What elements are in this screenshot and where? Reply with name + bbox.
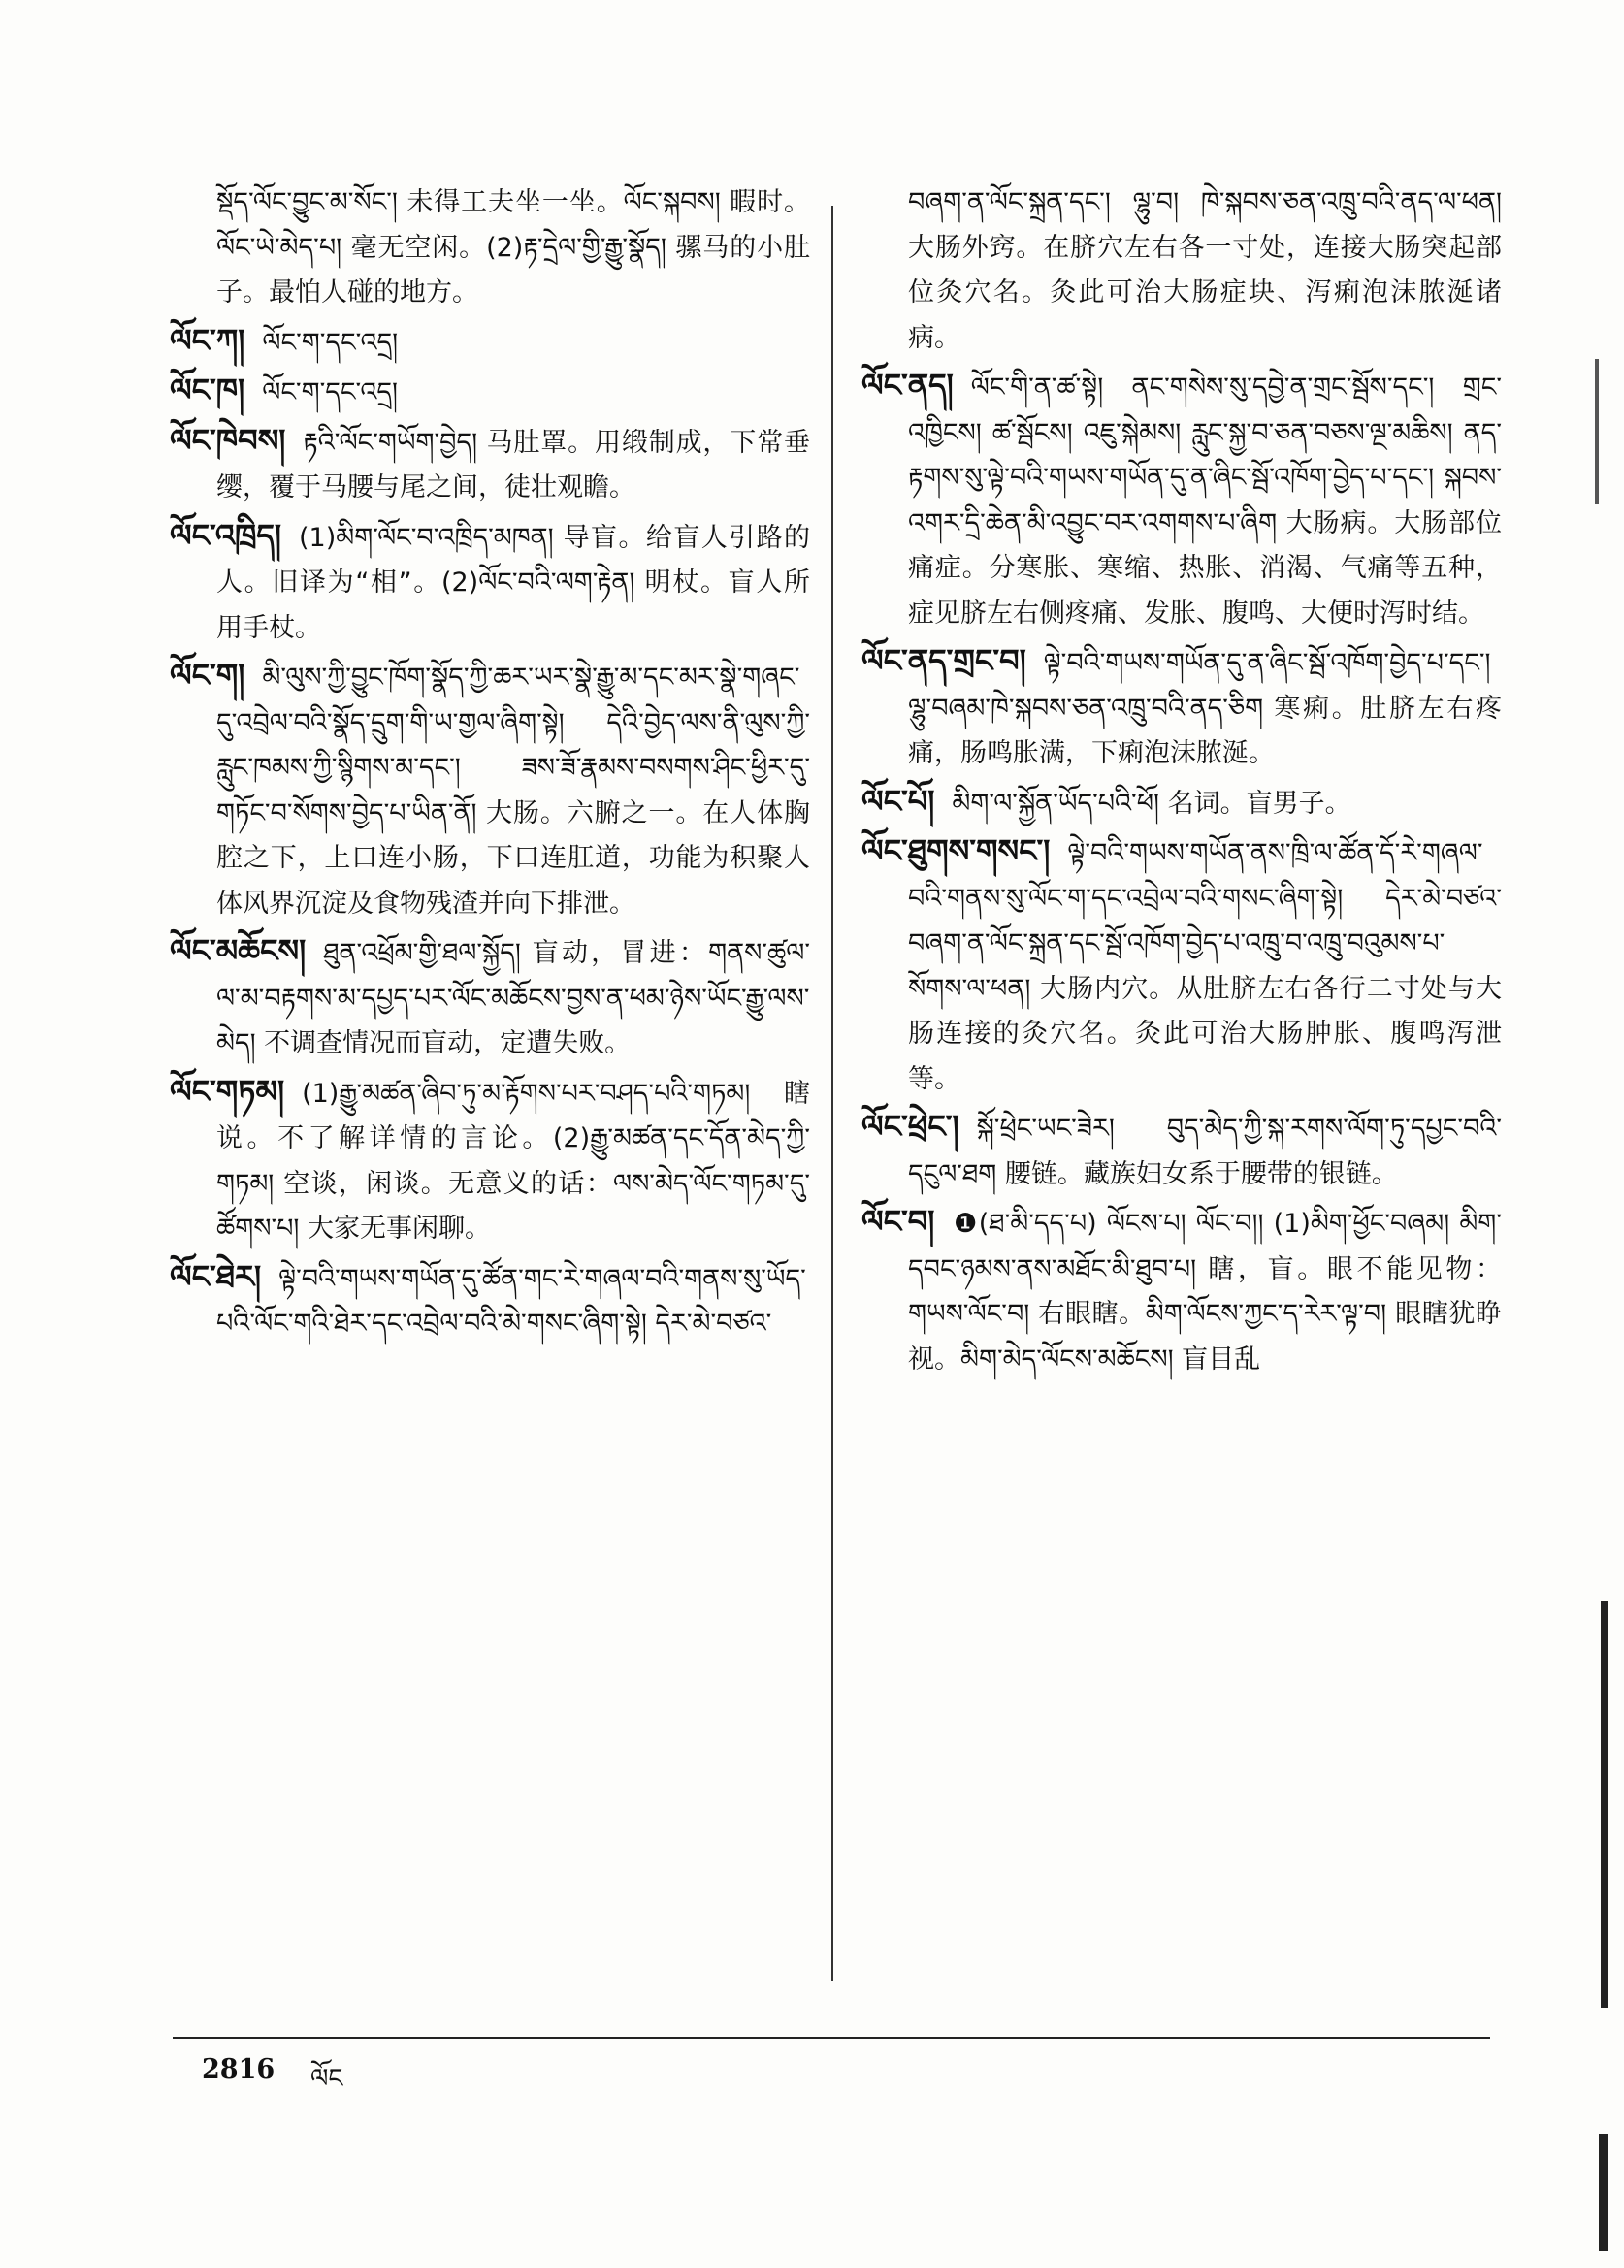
dictionary-entry [170,418,810,511]
entry-text: (1)མིག་ལོང་བ་འཁྲིད་མཁན། 导盲。给盲人引路的人。旧译为“相”。(2)ལོང་བའི་ལག་རྟེན། 明杖。盲人所用手杖。 [216,522,810,643]
entry-headword: ལོང་འཁྲིད། [170,516,282,554]
right-column [861,180,1502,1384]
entry-text: ལྟེ་བའི་གཡས་གཡོན་དུ་ན་ཞིང་སྦོ་འཁོག་བྱེད་པ་དང་། ལྷུ་བཞམ་ཁེ་སྐབས་ཅན་འཁྲུ་བའི་ནད་ཅིག 寒痢。肚脐左右疼痛，肠鸣胀满，下痢泡沫脓涎。 [908,648,1502,768]
left-column [170,180,810,1349]
dictionary-entry [170,1254,810,1347]
entry-headword: ལོང་གཏམ། [170,1072,285,1110]
entry-text: ཐུན་འཕྲོམ་གྱི་ཐལ་སྐྱོད། 盲动，冒进：གནས་ཚུལ་ལ་མ་བརྟགས་མ་དཔྱད་པར་ལོང་མཆོངས་བྱས་ན་ཕམ་ཉེས་ཡོང་རྒྱུ་ལས་མེད། 不调查情况而盲动，定遭失败。 [216,938,810,1058]
entry-text: ལོང་ག་དང་འདྲ། [262,327,399,358]
dictionary-entry [861,638,1502,777]
entry-text: ལོང་གི་ན་ཚ་སྟེ། ནང་གསེས་སུ་དབྱེ་ན་གྲང་སྦོས་དང་། གྲང་འཁྱིངས། ཚ་སྦོངས། འཇུ་སྐེམས། རླུང་སྐྱ་བ་ཅན་བཅས་ལྔ་མཆིས། ནད་རྟགས་སུ་ལྟེ་བའི་གཡས་གཡོན་དུ་ན་ཞིང་སྦོ་འཁོག་བྱེད་པ་དང་། སྐབས་འགར་དྲི་ཆེན་མི་འབྱུང་བར་འགགས་པ་ཞིག 大肠病。大肠部位痛症。分寒胀、寒缩、热胀、消渴、气痛等五种，症见脐左右侧疼痛、发胀、腹鸣、大便时泻时结。 [908,373,1502,629]
page-number: 2816 [202,2055,276,2085]
entry-headword: ལོང་ཁེབས། [170,421,286,459]
dictionary-entry [861,828,1502,1102]
scan-edge-mark [1599,2134,1608,2251]
entry-text: ❶(ཐ་མི་དད་པ) ལོངས་པ། ལོང་བ།། (1)མིག་ཕྱོང་བཞམ། མིག་དབང་ཉམས་ནས་མཐོང་མི་ཐུབ་པ། 瞎，盲。眼不能见物：གཡས་ལོང་བ། 右眼瞎。མིག་ལོངས་ཀྱང་ད་རེར་ལྟ་བ། 眼瞎犹睁视。མིག་མེད་ལོངས་མཆོངས། 盲目乱 [908,1209,1502,1375]
entry-headword: ལོང་པོ། [861,782,935,820]
footer-rule [173,2037,1490,2039]
entry-text: ལྟེ་བའི་གཡས་གཡོན་ནས་ཁྲི་ལ་ཚོན་དོ་རེ་གཞལ་བའི་གནས་སུ་ལོང་ག་དང་འབྲེལ་བའི་གསང་ཞིག་སྟེ། དེར་མེ་བཙའ་བཞག་ན་ལོང་སྐྲན་དང་སྦོ་འཁོག་བྱེད་པ་འཁྲུ་བ་འཁྲུ་བའུམས་པ་སོགས་ལ་ཕན། 大肠内穴。从肚脐左右各行二寸处与大肠连接的灸穴名。灸此可治大肠肿胀、腹鸣泻泄等。 [908,838,1502,1094]
dictionary-entry [170,368,810,416]
entry-headword: ལོང་ཐེར། [170,1257,262,1295]
entry-continuation-left [170,180,810,316]
entry-text: སྡོད་ལོང་བྱུང་མ་སོང་། 未得工夫坐一坐。ལོང་སྐབས། 暇时。ལོང་ཡེ་མེད་པ། 毫无空闲。(2)རྟ་དྲེལ་གྱི་རྒྱུ་སྣོད། 骡马的小肚子。最怕人碰的地方。 [216,187,810,308]
entry-text: སྐོ་ཕྲེང་ཡང་ཟེར། བུད་མེད་ཀྱི་སྐ་རགས་ལོག་ཏུ་དཔྱང་བའི་དངུལ་ཐག 腰链。藏族妇女系于腰带的银链。 [908,1114,1502,1189]
entry-headword: ལོང་ཐུགས་གསང་། [861,832,1051,869]
entry-headword: ལོང་བ། [861,1203,935,1240]
entry-headword: ལོང་ཁ། [170,372,245,408]
dictionary-entry [170,318,810,367]
entry-headword: ལོང་ཀ། [170,321,245,359]
dictionary-entry [170,513,810,652]
entry-headword: ལོང་ཕྲེང་། [861,1108,959,1145]
dictionary-entry [170,653,810,926]
entry-text: (1)རྒྱུ་མཚན་ཞིབ་ཏུ་མ་རྟོགས་པར་བཤད་པའི་གཏམ། 瞎说。不了解详情的言论。(2)རྒྱུ་མཚན་དང་དོན་མེད་ཀྱི་གཏམ། 空谈，闲谈。无意义的话：ལས་མེད་ལོང་གཏམ་དུ་ཚོགས་པ། 大家无事闲聊。 [216,1078,811,1244]
entry-text: མི་ལུས་ཀྱི་བྱུང་ཁོག་སྣོད་ཀྱི་ཆར་ཡར་སྣེ་རྒྱུ་མ་དང་མར་སྣེ་གཞང་དུ་འབྲེལ་བའི་སྣོད་དྲུག་གི་ཡ་གྱལ་ཞིག་སྟེ། དེའི་བྱེད་ལས་ནི་ལུས་ཀྱི་རླུང་ཁམས་ཀྱི་སྙིགས་མ་དང་། ཟས་ཟོ་རྣམས་བསགས་ཤིང་ཕྱིར་དུ་གཏོང་བ་སོགས་བྱེད་པ་ཡིན་ནོ། 大肠。六腑之一。在人体胸腔之下，上口连小肠，下口连肛道，功能为积聚人体风界沉淀及食物残渣并向下排泄。 [216,663,810,919]
column-divider [831,206,833,1981]
entry-text: བཞག་ན་ལོང་སྐྲན་དང་། ལྷུ་བ། ཁེ་སྐབས་ཅན་འཁྲུ་བའི་ནད་ལ་ཕན། 大肠外窍。在脐穴左右各一寸处，连接大肠突起部位灸穴名。灸此可治大肠症块、泻痢泡沫脓涎诸病。 [908,187,1502,353]
entry-text: ལོང་ག་དང་འདྲ། [262,377,398,407]
entry-text: རྟའི་ལོང་གཡོག་བྱེད། 马肚罩。用缎制成，下常垂缨，覆于马腰与尾之间，徒壮观瞻。 [216,427,810,502]
dictionary-entry [861,1199,1502,1382]
entry-headword: ལོང་ག། [170,657,245,694]
entry-continuation-right [861,180,1502,361]
scan-edge-mark [1601,1601,1608,2008]
entry-headword: ལོང་ནད། [861,367,954,404]
entry-text: ལྟེ་བའི་གཡས་གཡོན་དུ་ཚོན་གང་རེ་གཞལ་བའི་གནས་སུ་ཡོད་པའི་ལོང་གའི་ཐེར་དང་འབྲེལ་བའི་མེ་གསང་ཞིག་སྟེ། དེར་མེ་བཙའ་ [216,1263,806,1339]
entry-headword: ལོང་ནད་གྲང་བ། [861,642,1026,679]
dictionary-entry [170,1069,810,1252]
dictionary-entry [861,363,1502,636]
dictionary-entry [170,928,810,1067]
dictionary-entry [861,779,1502,827]
scan-edge-mark [1595,359,1599,504]
dictionary-entry [861,1104,1502,1197]
entry-headword: ལོང་མཆོངས། [170,932,307,969]
running-head: ལོང [310,2064,343,2093]
entry-text: མིག་ལ་སྐྱོན་ཡོད་པའི་ཕོ། 名词。盲男子。 [952,788,1351,819]
